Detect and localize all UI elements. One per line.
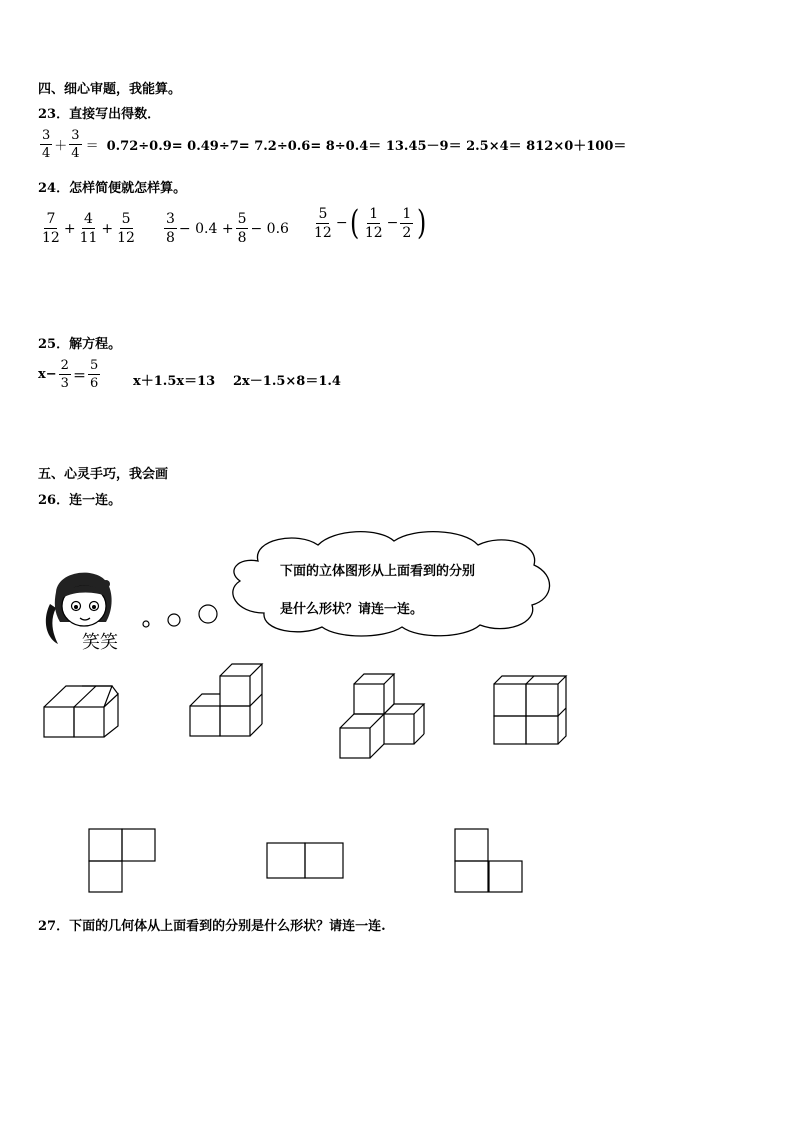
section-4-title: 四、细心审题，我能算。	[38, 82, 182, 97]
speech-cloud-icon	[218, 527, 558, 639]
q24-expression-3: $\frac{5}{12}$ − ( $\frac{1}{12}$ − $\frac{1}{2}$ )	[314, 203, 427, 243]
q23-label: 23．直接写出得数．	[38, 107, 161, 122]
solid-figure-1	[42, 682, 122, 740]
q23-plus: ＋	[54, 139, 68, 154]
q23-fraction-a: $\frac{3}{4}$	[42, 128, 51, 161]
thought-dots-icon	[140, 604, 220, 630]
q26-label: 26．连一连。	[38, 493, 122, 508]
q23-rest: 0.72÷0.9= 0.49÷7= 7.2÷0.6= 8÷0.4＝ 13.45－9＝ 2.5×4＝ 812×0＋100＝	[106, 139, 627, 154]
top-view-shape-b	[266, 842, 346, 880]
character-name: 笑笑	[82, 632, 118, 653]
solid-figure-4	[492, 674, 572, 746]
q23-expressions	[38, 129, 626, 160]
bubble-text-line-1: 下面的立体图形从上面看到的分别	[280, 564, 476, 579]
q25-equation-1: x− $\frac{2}{3}$ ＝ $\frac{5}{6}$	[38, 358, 99, 391]
q24-expression-2: $\frac{3}{8}$ − 0.4 + $\frac{5}{8}$ − 0.6	[166, 211, 289, 246]
q23-fraction-b: $\frac{3}{4}$	[71, 128, 80, 161]
top-view-shape-a	[88, 828, 158, 894]
q24-expression-1: $\frac{7}{12}$ + $\frac{4}{11}$ + $\frac{5}{12}$	[42, 211, 135, 246]
q25-label: 25．解方程。	[38, 337, 122, 352]
solid-figure-2	[188, 662, 266, 740]
top-view-shape-c	[454, 828, 526, 894]
q24-label: 24．怎样简便就怎样算。	[38, 181, 187, 196]
q25-equation-3: 2x－1.5×8＝1.4	[233, 374, 341, 389]
q23-equals: ＝	[85, 139, 99, 154]
q25-equation-2: x＋1.5x＝13	[133, 374, 216, 389]
q27-label: 27．下面的几何体从上面看到的分别是什么形状？请连一连.	[38, 919, 386, 934]
section-5-title: 五、心灵手巧，我会画	[38, 467, 169, 482]
solid-figure-3	[338, 672, 428, 764]
bubble-text-line-2: 是什么形状？请连一连。	[280, 602, 424, 617]
